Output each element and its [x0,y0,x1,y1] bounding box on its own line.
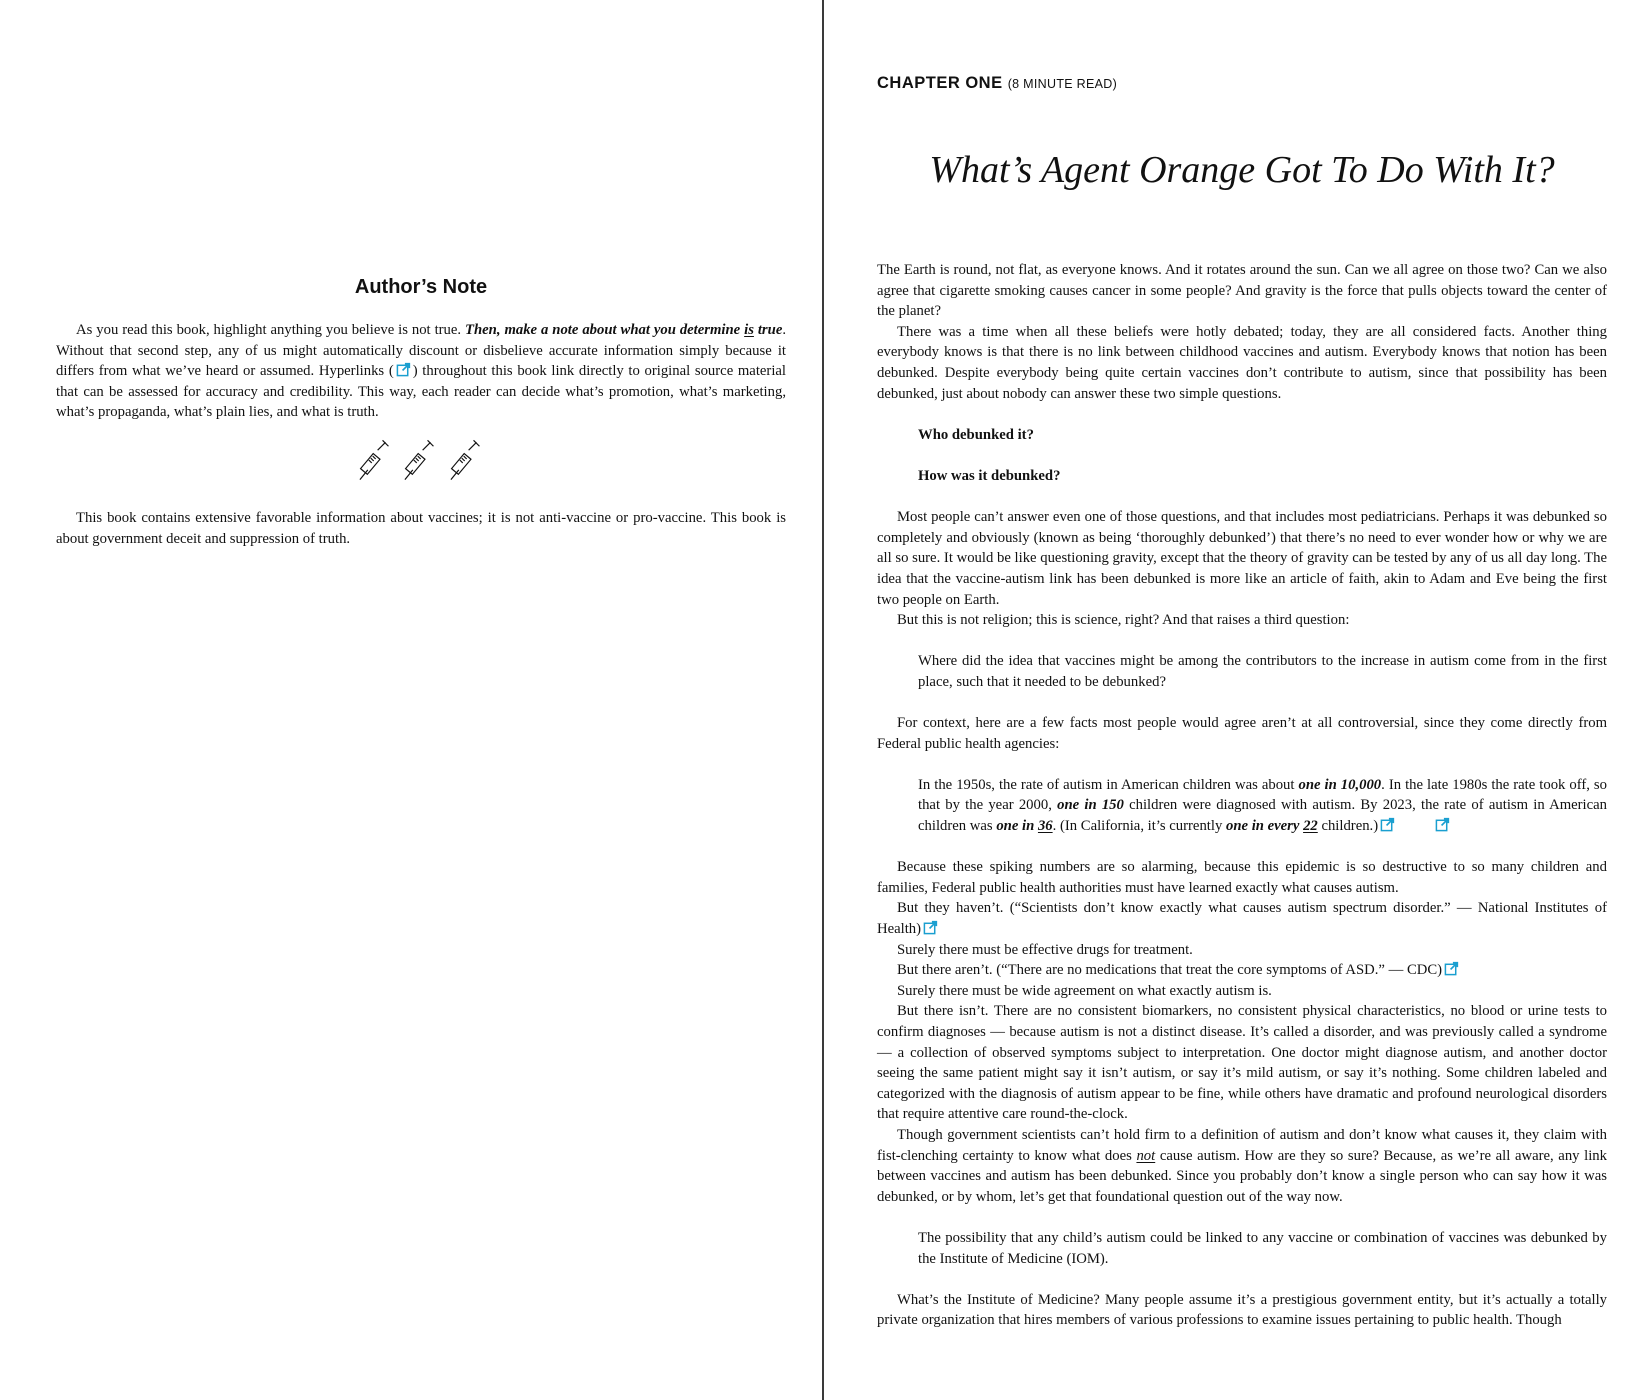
question-who: Who debunked it? [918,426,1034,443]
chapter-label: CHAPTER ONE (8 MINUTE READ) [877,74,1118,92]
paragraph: But there isn’t. There are no consistent biomarkers, no consistent physical characteristics, no blood or urine tests to confirm diagnoses — because autism is not a distinct disease. It’s called a disorder, and was previously called a syndrome — a collection of observed symptoms subject to interpretation. One doctor might diagnose autism, and another doctor seeing the same patient might say it isn’t autism, or say it’s mild autism, or say it’s nothing. Some children labeled and categorized with the diagnosis of autism appear to be fine, while others have dramatic and profound neurological disorders that require attentive care round-the-clock. [877,1003,1607,1123]
syringe-icon [356,438,395,482]
external-link-icon[interactable] [923,920,938,935]
question-how: How was it debunked? [918,467,1061,484]
syringe-icon [401,438,440,482]
question-where: Where did the idea that vaccines might be among the contributors to the increase in autism come from in the first place, such that it needed to be debunked? [918,653,1607,690]
paragraph: Surely there must be effective drugs for treatment. [897,941,1193,958]
external-link-icon[interactable] [1380,817,1395,832]
paragraph: Because these spiking numbers are so alarming, because this epidemic is so destructive to so many children and families, Federal public health authorities must have learned exactly what causes autism. [877,859,1607,896]
paragraph: There was a time when all these beliefs were hotly debated; today, they are all considered facts. Another thing everybody knows is that there is no link between childhood vaccines and autism. Everybody knows that notion has been debunked. Despite everybody being quite certain vaccines don’t contribute to autism, since that possibility has been debunked, just about nobody can answer these two simple questions. [877,323,1607,402]
paragraph: But there aren’t. (“There are no medications that treat the core symptoms of ASD.” — CDC) [877,960,1607,981]
right-page [825,0,1640,1400]
chapter-body [877,260,1607,1331]
iom-quote: The possibility that any child’s autism could be linked to any vaccine or combination of vaccines was debunked by the Institute of Medicine (IOM). [918,1229,1607,1267]
paragraph: What’s the Institute of Medicine? Many people assume it’s a prestigious government entity, but it’s actually a totally private organization that hires members of various professions to examine issues pertaining to public health. Though [877,1291,1607,1329]
paragraph: Though government scientists can’t hold firm to a definition of autism and don’t know what causes it, they claim with fist-clenching certainty to know what does not cause autism. How are they so sure? Because, as we’re all aware, any link between vaccines and autism has been debunked. Since you probably don’t know a single person who can say how it was debunked, or by whom, let’s get that foundational question out of the way now. [877,1126,1607,1205]
external-link-icon[interactable] [396,362,411,377]
external-link-icon[interactable] [1435,817,1450,832]
paragraph: But this is not religion; this is science, right? And that raises a third question: [897,612,1350,629]
paragraph: But they haven’t. (“Scientists don’t know exactly what causes autism spectrum disorder.” — National Institutes of Health) [877,900,1607,937]
chapter-read-time: (8 MINUTE READ) [1007,77,1118,91]
syringe-ornament [356,438,486,484]
autism-facts-quote: In the 1950s, the rate of autism in American children was about one in 10,000. In the late 1980s the rate took off, so that by the year 2000, one in 150 children were diagnosed with autism. By 2023, the rate of autism in American children was one in 36. (In California, it’s currently one in every 22 children.) [918,776,1608,835]
chapter-title: What’s Agent Orange Got To Do With It? [929,149,1555,191]
paragraph: The Earth is round, not flat, as everyone knows. And it rotates around the sun. Can we all agree on those two? Can we also agree that cigarette smoking causes cancer in some people? And gravity is the force that pulls objects toward the center of the planet? [877,262,1607,320]
paragraph: For context, here are a few facts most people would agree aren’t at all controversial, since they come directly from Federal public health agencies: [877,715,1607,752]
page-divider [822,0,824,1400]
external-link-icon[interactable] [1444,961,1459,976]
paragraph: Surely there must be wide agreement on what exactly autism is. [897,982,1272,999]
authors-note-paragraph-1: As you read this book, highlight anything you believe is not true. Then, make a note about what you determine is true. Without that second step, any of us might automatically discount or disbelieve accurate information simply because it differs from what we’ve heard or assumed. Hyperlinks ( ) throughout this book link directly to original source material that can be assessed for accuracy and credibility. This way, each reader can decide what’s promotion, what’s marketing, what’s propaganda, what’s plain lies, and what is truth. [56,322,787,421]
authors-note-title: Author’s Note [354,276,488,298]
paragraph: Most people can’t answer even one of those questions, and that includes most pediatricians. Perhaps it was debunked so completely and obviously (known as being ‘thoroughly debunked’) that there’s no need to ever wonder how or why we are all so sure. It would be like questioning gravity, except that the theory of gravity can be tested by any of us all day long. The idea that the vaccine-autism link has been debunked is more like an article of faith, akin to Adam and Eve being the first two people on Earth. [877,509,1607,608]
authors-note-paragraph-2: This book contains extensive favorable information about vaccines; it is not anti-vaccine or pro-vaccine. This book is about government deceit and suppression of truth. [56,510,786,547]
syringe-icon [447,438,486,482]
